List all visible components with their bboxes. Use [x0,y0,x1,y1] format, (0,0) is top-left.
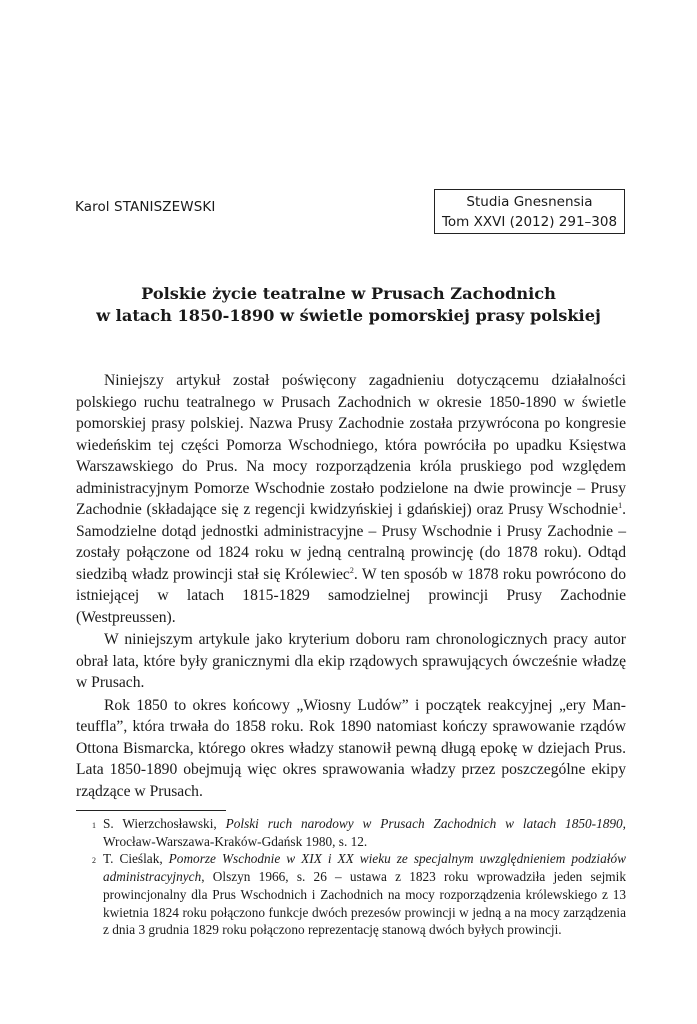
footnote-1 [92,815,626,850]
article-title [60,283,637,327]
footnote-divider [76,810,226,811]
footnote-2-author: T. Cieślak, [103,851,169,867]
footnote-1-author: S. Wierzchosławski, [103,816,226,831]
paragraph-3: Rok 1850 to okres końcowy „Wiosny Ludów” i początek reakcyjnej „ery Manteuffla”, która trwała do 1858 roku. Rok 1890 natomiast kończy sprawowanie rządów Ottona Bismarcka, którego okres władzy stanowił pewną długą epokę w dziejach Prus. Lata 1850-1890 obejmują więc okres sprawowania władzy przez poszczególne ekipy rządzące w Prusach. [76,696,626,800]
footnote-1-title: Polski ruch narodowy w Prusach Zachodnich w latach 1850-1890 [225,816,623,831]
author-name: Karol STANISZEWSKI [75,199,216,215]
paragraph-1-text-c: . W ten sposób w 1878 roku powrócono do istniejącej w latach 1815-1829 samodzielnej prowincji Prusy Zachodnie (Westpreussen). [76,565,626,626]
footnote-ref-2[interactable]: 2 [349,565,354,575]
footnote-1-details: , Wrocław-Warszawa-Kraków-Gdańsk 1980, s. 12. [103,816,626,849]
footnote-1-number: 1 [92,821,96,830]
article-body [76,370,626,803]
footnote-2-number: 2 [92,856,96,866]
journal-info-box [434,189,625,234]
footnotes [92,815,626,939]
footnote-2-title: Pomorze Wschodnie w XIX i XX wieku ze specjalnym uwzględnieniem podziałów administracyjnych [103,851,626,885]
article-title-line-1: Polskie życie teatralne w Prusach Zachodnich [141,284,556,303]
paragraph-1-text-b: . Samodzielne dotąd jednostki administracyjne – Prusy Wschodnie i Prusy Zachodnie – zostały połączone od 1824 roku w jedną centralną prowincję (do 1878 roku). Odtąd siedzibą władz prowincji stał się Królewiec [76,501,626,583]
footnote-2 [92,850,626,939]
article-title-line-2: w latach 1850-1890 w świetle pomorskiej prasy polskiej [96,306,601,325]
journal-name: Studia Gnesnensia [466,194,593,210]
footnote-ref-1[interactable]: 1 [618,500,623,510]
paragraph-1-text-a: Niniejszy artykuł został poświęcony zagadnieniu dotyczącemu działalności polskiego ruchu teatralnego w Prusach Zachodnich w okresie 1850-1890 w świetle pomorskiej prasy polskiej. Nazwa Prusy Zachodnie została przywrócona po kongresie wiedeńskim tej części Pomorza Wschodniego, która powróciła po upadku Księstwa Warszawskiego do Prus. Na mocy rozporządzenia króla pruskiego pod względem administracyjnym Pomorze Wschodnie zostało podzielone na dwie prowincje – Prusy Zachodnie (składające się z regencji kwidzyńskiej i gdańskiej) oraz Prusy Wschodnie [76,372,626,518]
paragraph-1 [76,370,626,628]
journal-issue: Tom XXVI (2012) 291–308 [441,214,618,230]
footnote-2-details: , Olszyn 1966, s. 26 – ustawa z 1823 roku wprowadziła jeden sejmik prowincjonalny dla Prus Wschodnich i Zachodnich na mocy rozporządzenia królewskiego z 13 kwietnia 1824 roku połączono funkcje dwóch prezesów prowincji w jedną a na mocy zarządzenia z dnia 3 grudnia 1829 roku połączono reprezentację stanową dwóch byłych prowincji. [103,869,626,938]
paragraph-2: W niniejszym artykule jako kryterium doboru ram chronologicznych pracy autor obrał lata, które były granicznymi dla ekip rządowych sprawujących ówcześnie władzę w Prusach. [76,631,626,691]
